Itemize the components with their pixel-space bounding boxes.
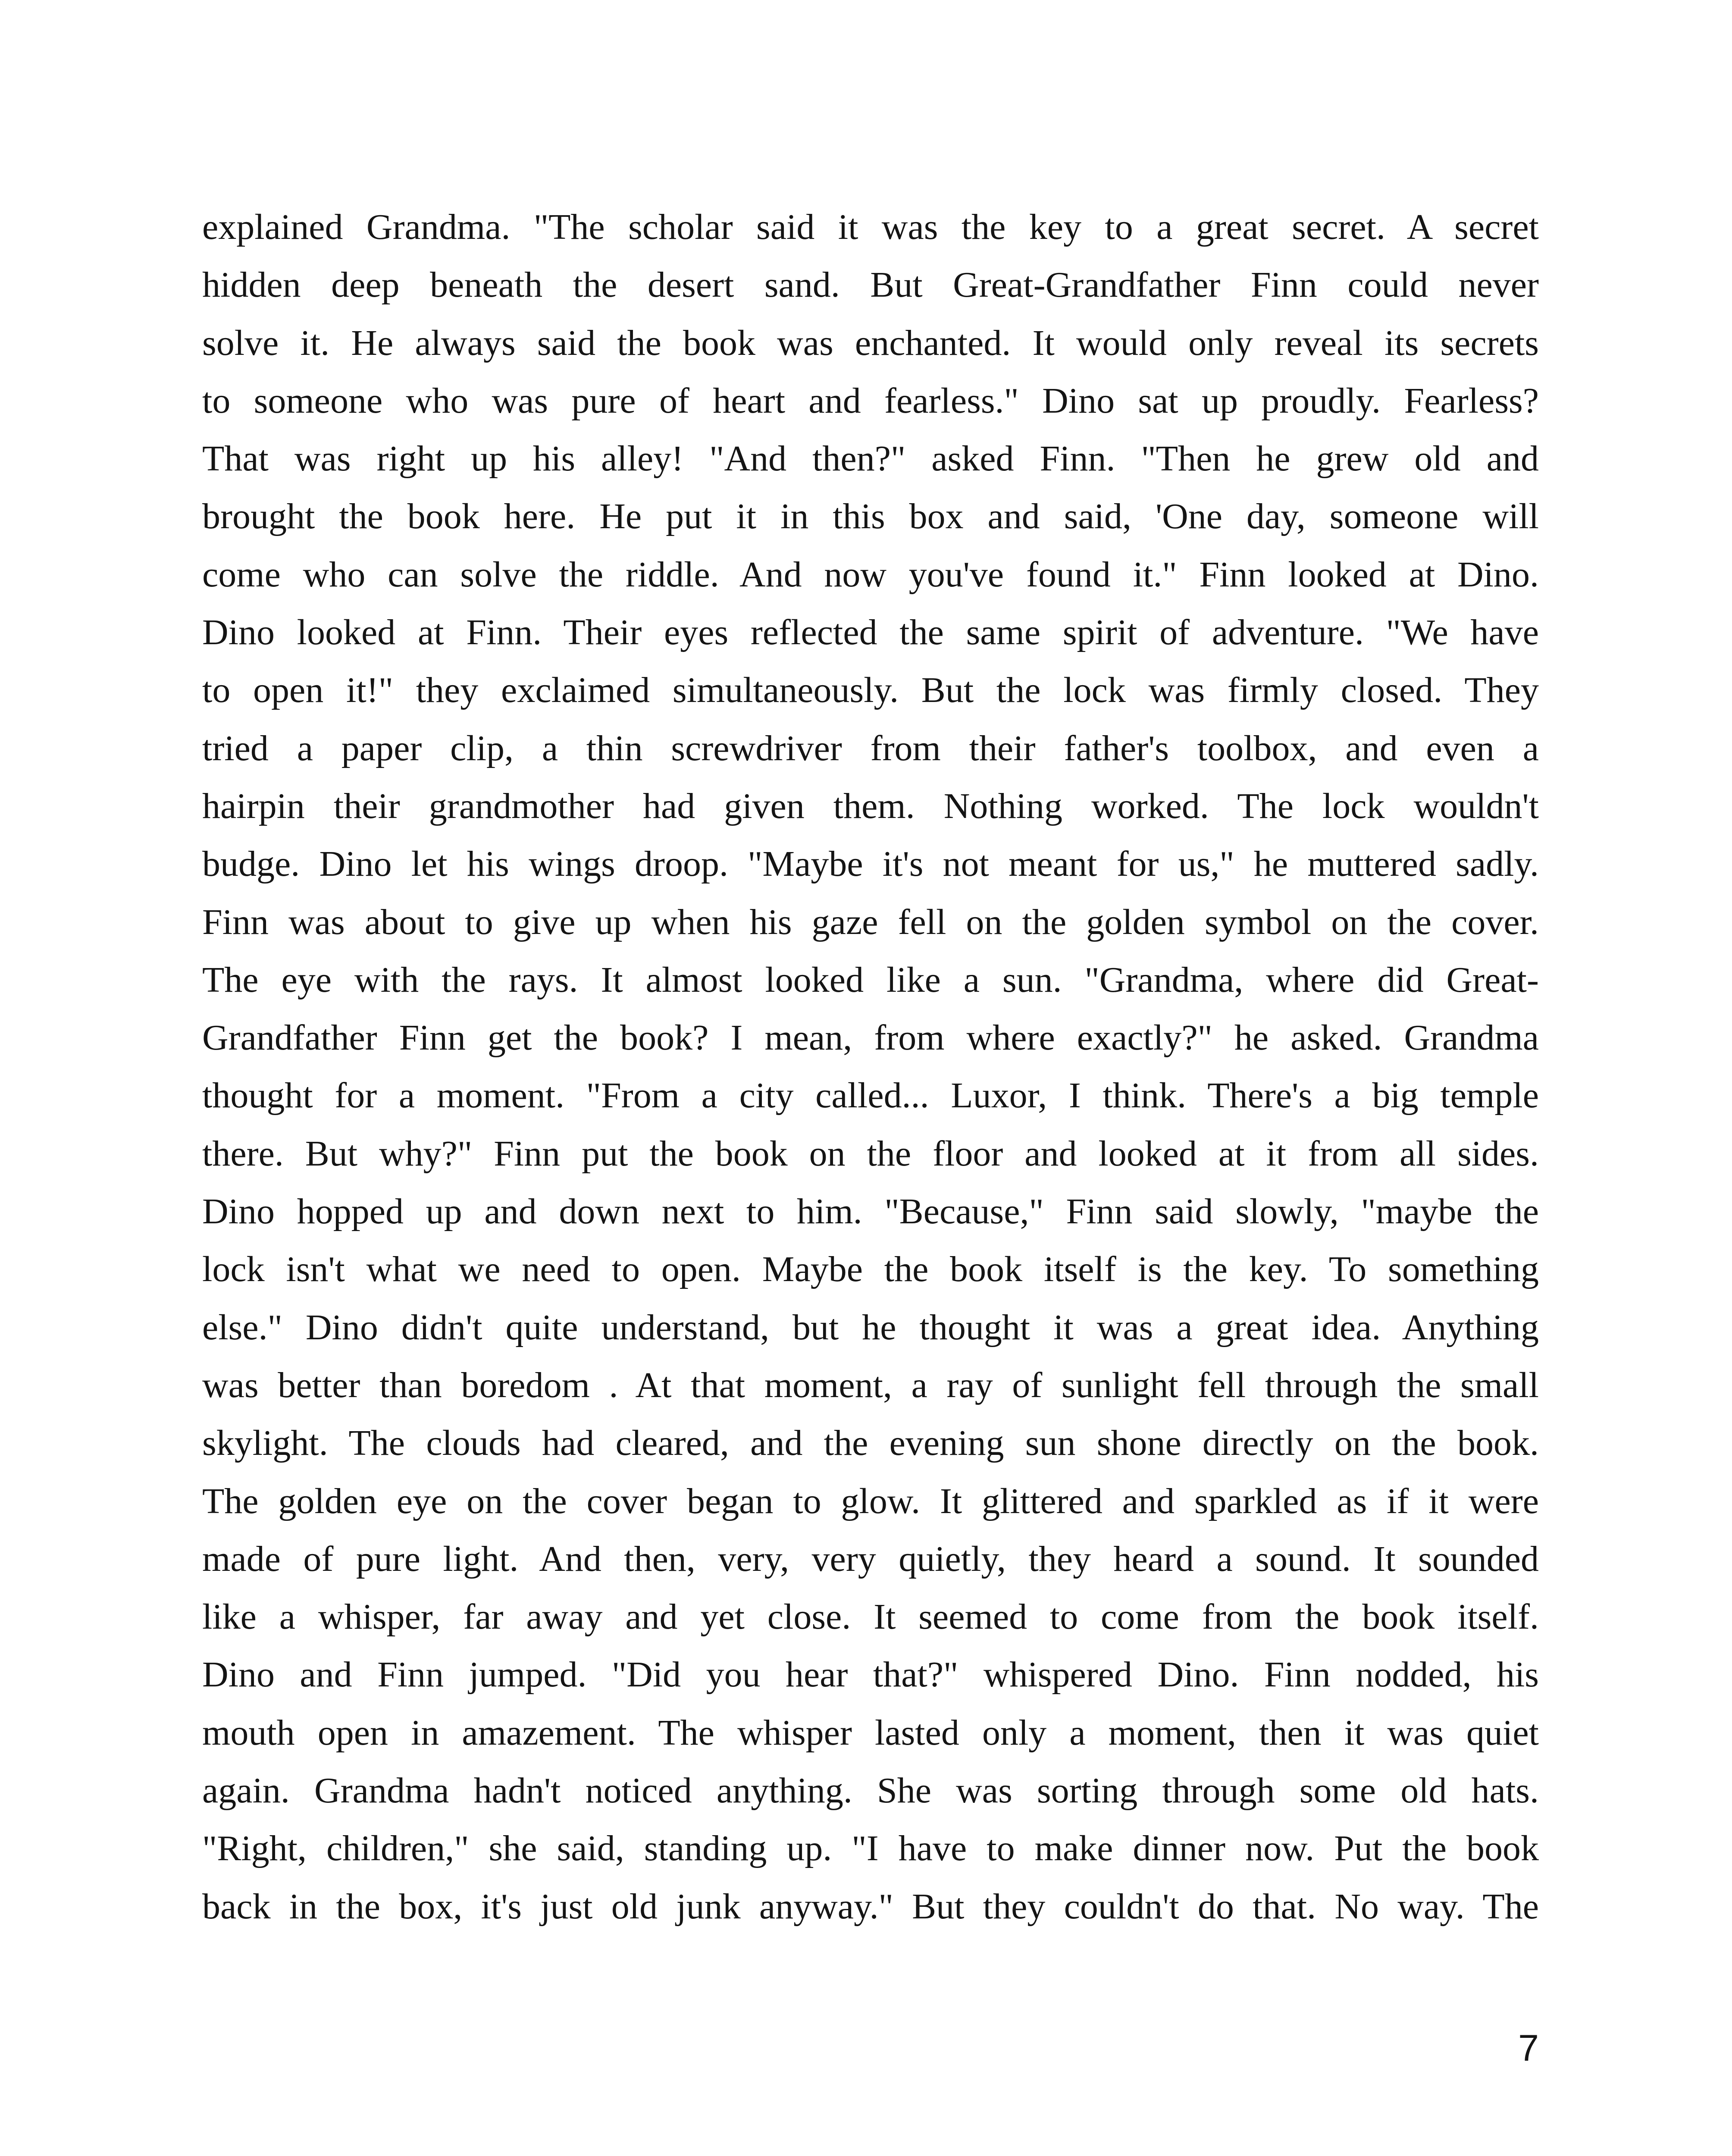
text-line: explained Grandma. "The scholar said it was the key to a great secret. A secret — [202, 207, 1539, 247]
text-line: back in the box, it's just old junk anyway." But they couldn't do that. No way. The — [202, 1886, 1539, 1927]
body-text — [202, 198, 1539, 1936]
text-line: The golden eye on the cover began to glow. It glittered and sparkled as if it were — [202, 1481, 1539, 1521]
text-line: thought for a moment. "From a city called... Luxor, I think. There's a big temple — [202, 1075, 1539, 1116]
text-line: "Right, children," she said, standing up. "I have to make dinner now. Put the book — [202, 1828, 1539, 1869]
text-line: Dino hopped up and down next to him. "Because," Finn said slowly, "maybe the — [202, 1191, 1539, 1232]
text-line: solve it. He always said the book was enchanted. It would only reveal its secrets — [202, 323, 1539, 363]
text-line: That was right up his alley! "And then?" asked Finn. "Then he grew old and — [202, 439, 1539, 479]
text-line: Dino and Finn jumped. "Did you hear that?" whispered Dino. Finn nodded, his — [202, 1655, 1539, 1695]
text-line: Dino looked at Finn. Their eyes reflected the same spirit of adventure. "We have — [202, 612, 1539, 653]
text-line: made of pure light. And then, very, very quietly, they heard a sound. It sounded — [202, 1539, 1539, 1579]
text-line: else." Dino didn't quite understand, but he thought it was a great idea. Anything — [202, 1307, 1539, 1348]
text-line: mouth open in amazement. The whisper lasted only a moment, then it was quiet — [202, 1712, 1539, 1753]
text-line: again. Grandma hadn't noticed anything. She was sorting through some old hats. — [202, 1771, 1539, 1811]
text-line: budge. Dino let his wings droop. "Maybe it's not meant for us," he muttered sadly. — [202, 844, 1539, 884]
text-line: hidden deep beneath the desert sand. But Great-Grandfather Finn could never — [202, 265, 1539, 305]
text-line: Finn was about to give up when his gaze fell on the golden symbol on the cover. — [202, 902, 1539, 942]
text-line: tried a paper clip, a thin screwdriver from their father's toolbox, and even a — [202, 728, 1539, 768]
text-line: brought the book here. He put it in this box and said, 'One day, someone will — [202, 496, 1539, 537]
text-line: like a whisper, far away and yet close. It seemed to come from the book itself. — [202, 1597, 1539, 1637]
text-line: The eye with the rays. It almost looked like a sun. "Grandma, where did Great- — [202, 959, 1539, 1000]
text-line: Grandfather Finn get the book? I mean, from where exactly?" he asked. Grandma — [202, 1018, 1539, 1058]
text-line: hairpin their grandmother had given them. Nothing worked. The lock wouldn't — [202, 786, 1539, 826]
text-line: to open it!" they exclaimed simultaneously. But the lock was firmly closed. They — [202, 670, 1539, 711]
text-line: to someone who was pure of heart and fearless." Dino sat up proudly. Fearless? — [202, 380, 1539, 421]
page-number: 7 — [1518, 2028, 1539, 2069]
text-line: there. But why?" Finn put the book on the floor and looked at it from all sides. — [202, 1133, 1539, 1174]
text-line: skylight. The clouds had cleared, and the evening sun shone directly on the book. — [202, 1423, 1539, 1463]
text-line: lock isn't what we need to open. Maybe the book itself is the key. To something — [202, 1249, 1539, 1290]
text-line: was better than boredom . At that moment, a ray of sunlight fell through the small — [202, 1365, 1539, 1405]
text-line: come who can solve the riddle. And now you've found it." Finn looked at Dino. — [202, 554, 1539, 595]
